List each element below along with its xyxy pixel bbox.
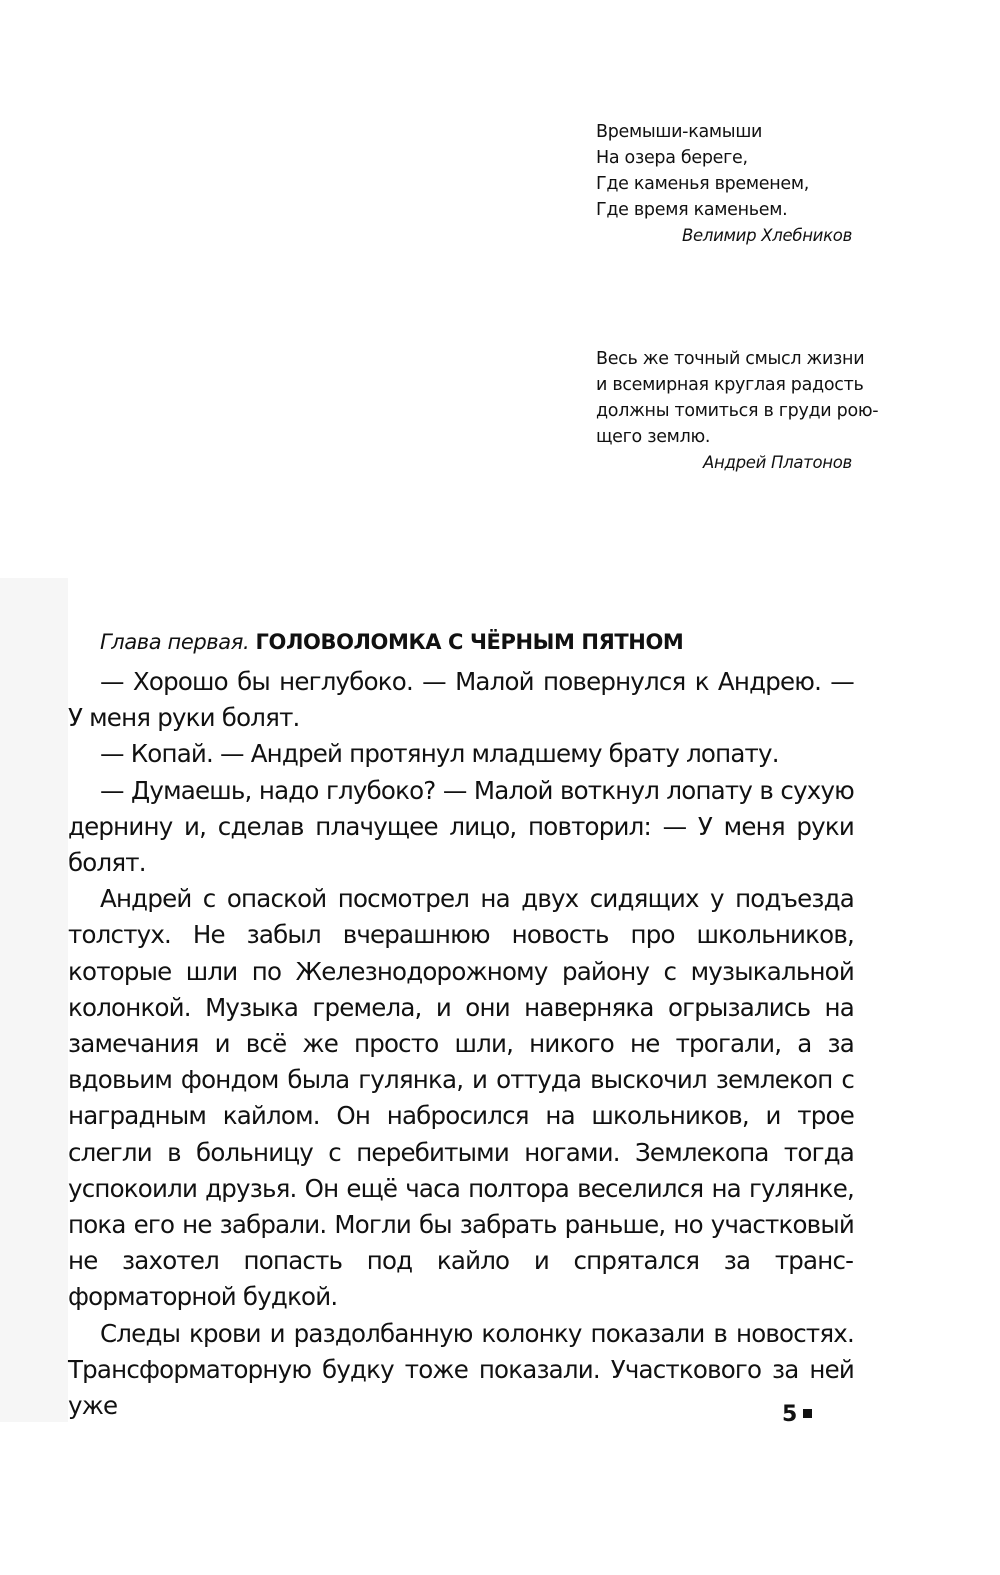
square-bullet-icon — [803, 1409, 812, 1418]
epigraph-author: Велимир Хлебников — [681, 226, 852, 245]
epigraph-line: щего землю. — [596, 427, 711, 447]
paragraph: Следы крови и раздолбанную колонку показали в новостях. Трансформаторную будку тоже показали. Участкового за ней уже — [68, 1318, 854, 1421]
page-edge-shadow — [0, 578, 68, 1422]
paragraph: — Хорошо бы неглубоко. — Малой повернулся к Андрею. — У меня руки болят. — [68, 667, 854, 733]
page-number-value: 5 — [782, 1402, 798, 1427]
page-number — [782, 1400, 812, 1430]
chapter-heading — [100, 626, 683, 658]
chapter-title: ГОЛОВОЛОМКА С ЧЁРНЫМ ПЯТНОМ — [255, 630, 684, 654]
epigraph-author: Андрей Платонов — [703, 453, 852, 472]
epigraph-khlebnikov — [596, 119, 866, 249]
epigraph-line: Времыши-камыши — [596, 122, 763, 142]
epigraph-line: Весь же точный смысл жизни — [596, 349, 865, 369]
chapter-label: Глава первая. — [100, 630, 250, 654]
paragraph: Андрей с опаской посмотрел на двух сидящих у подъезда толстух. Не забыл вчерашнюю новость про школьников, которые шли по Железнодорожному району с музыкальной колонкой. Музыка гремела, и они наверняка огрызались на замечания и всё же просто шли, никого не трогали, а за вдовьим фондом была гулянка, и оттуда выскочил землекоп с наградным кайлом. Он набросился на школьников, и трое слегли в больницу с перебитыми ногами. Землекопа тогда успокоили друзья. Он ещё часа полтора веселился на гулянке, пока его не забрали. Могли бы забрать раньше, но участковый не захотел попасть под кайло и спрятался за трансформаторной будкой. — [68, 884, 854, 1312]
epigraph-line: На озера береге, — [596, 148, 748, 168]
paragraph: — Копай. — Андрей протянул младшему брату лопату. — [100, 739, 779, 769]
epigraph-line: должны томиться в груди рою- — [596, 401, 879, 421]
epigraph-line: Где каменья временем, — [596, 174, 810, 194]
epigraph-line: и всемирная круглая радость — [596, 375, 864, 395]
chapter-body — [68, 664, 854, 1424]
epigraph-platonov — [596, 346, 879, 476]
epigraph-line: Где время каменьем. — [596, 200, 788, 220]
paragraph: — Думаешь, надо глубоко? — Малой воткнул лопату в сухую дернину и, сделав плачущее лицо, повторил: — У меня руки болят. — [68, 775, 854, 878]
